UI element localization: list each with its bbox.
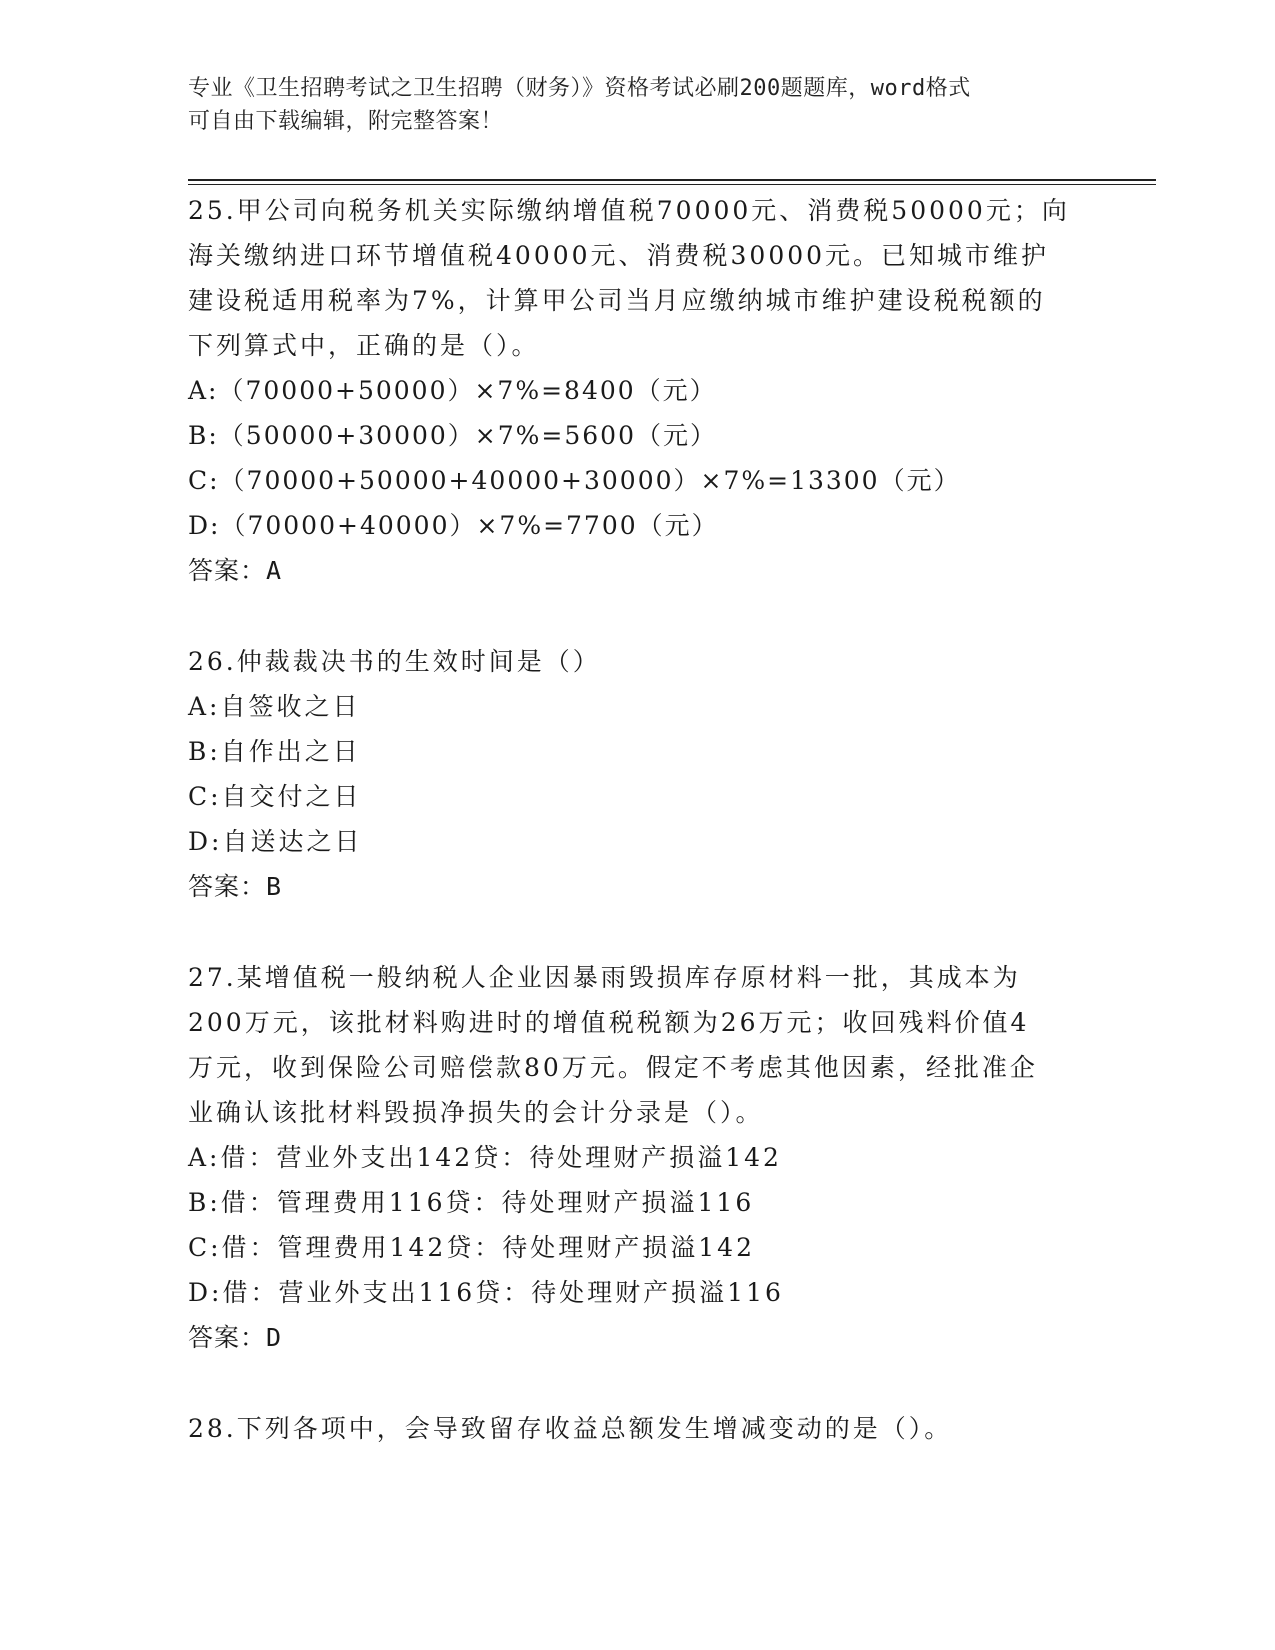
option-c: C:借：管理费用142贷：待处理财产损溢142 (188, 1233, 755, 1262)
question-27 (188, 955, 1078, 1360)
option-c: C:（70000+50000+40000+30000）×7%=13300（元） (188, 466, 961, 495)
option-b: B:借：管理费用116贷：待处理财产损溢116 (188, 1188, 755, 1217)
option-b: B:自作出之日 (188, 737, 361, 766)
option-d: D:借：营业外支出116贷：待处理财产损溢116 (188, 1278, 784, 1307)
question-stem-line: 业确认该批材料毁损净损失的会计分录是（）。 (188, 1098, 764, 1127)
question-stem-line: 海关缴纳进口环节增值税40000元、消费税30000元。已知城市维护 (188, 241, 1050, 270)
answer-line: 答案：D (188, 1323, 283, 1352)
question-25 (188, 188, 1078, 593)
header-line-1: 专业《卫生招聘考试之卫生招聘（财务）》资格考试必刷200题题库，word格式 (188, 76, 971, 101)
option-a: A:借：营业外支出142贷：待处理财产损溢142 (188, 1143, 782, 1172)
option-d: D:（70000+40000）×7%=7700（元） (188, 511, 719, 540)
question-26 (188, 639, 1078, 909)
question-stem-line: 26.仲裁裁决书的生效时间是（） (188, 647, 601, 676)
answer-line: 答案：A (188, 556, 283, 585)
question-stem-line: 下列算式中，正确的是（）。 (188, 331, 540, 360)
question-stem-line: 27.某增值税一般纳税人企业因暴雨毁损库存原材料一批，其成本为 (188, 963, 1021, 992)
option-c: C:自交付之日 (188, 782, 362, 811)
option-a: A:自签收之日 (188, 692, 361, 721)
option-a: A:（70000+50000）×7%=8400（元） (188, 376, 717, 405)
question-stem-line: 28.下列各项中，会导致留存收益总额发生增减变动的是（）。 (188, 1414, 953, 1443)
question-stem-line: 25.甲公司向税务机关实际缴纳增值税70000元、消费税50000元；向 (188, 196, 1070, 225)
header-rule-thick (188, 179, 1156, 181)
question-stem-line: 建设税适用税率为7%，计算甲公司当月应缴纳城市维护建设税税额的 (188, 286, 1046, 315)
header-line-2: 可自由下载编辑，附完整答案！ (188, 109, 504, 134)
question-stem-line: 万元，收到保险公司赔偿款80万元。假定不考虑其他因素，经批准企 (188, 1053, 1038, 1082)
question-list (188, 188, 1078, 1451)
spacer (188, 1360, 1078, 1406)
spacer (188, 593, 1078, 639)
question-28 (188, 1406, 1078, 1451)
question-stem-line: 200万元，该批材料购进时的增值税税额为26万元；收回残料价值4 (188, 1008, 1030, 1037)
document-header (188, 72, 1068, 138)
answer-line: 答案：B (188, 872, 283, 901)
header-rule-thin (188, 184, 1156, 185)
option-b: B:（50000+30000）×7%=5600（元） (188, 421, 717, 450)
option-d: D:自送达之日 (188, 827, 363, 856)
spacer (188, 909, 1078, 955)
